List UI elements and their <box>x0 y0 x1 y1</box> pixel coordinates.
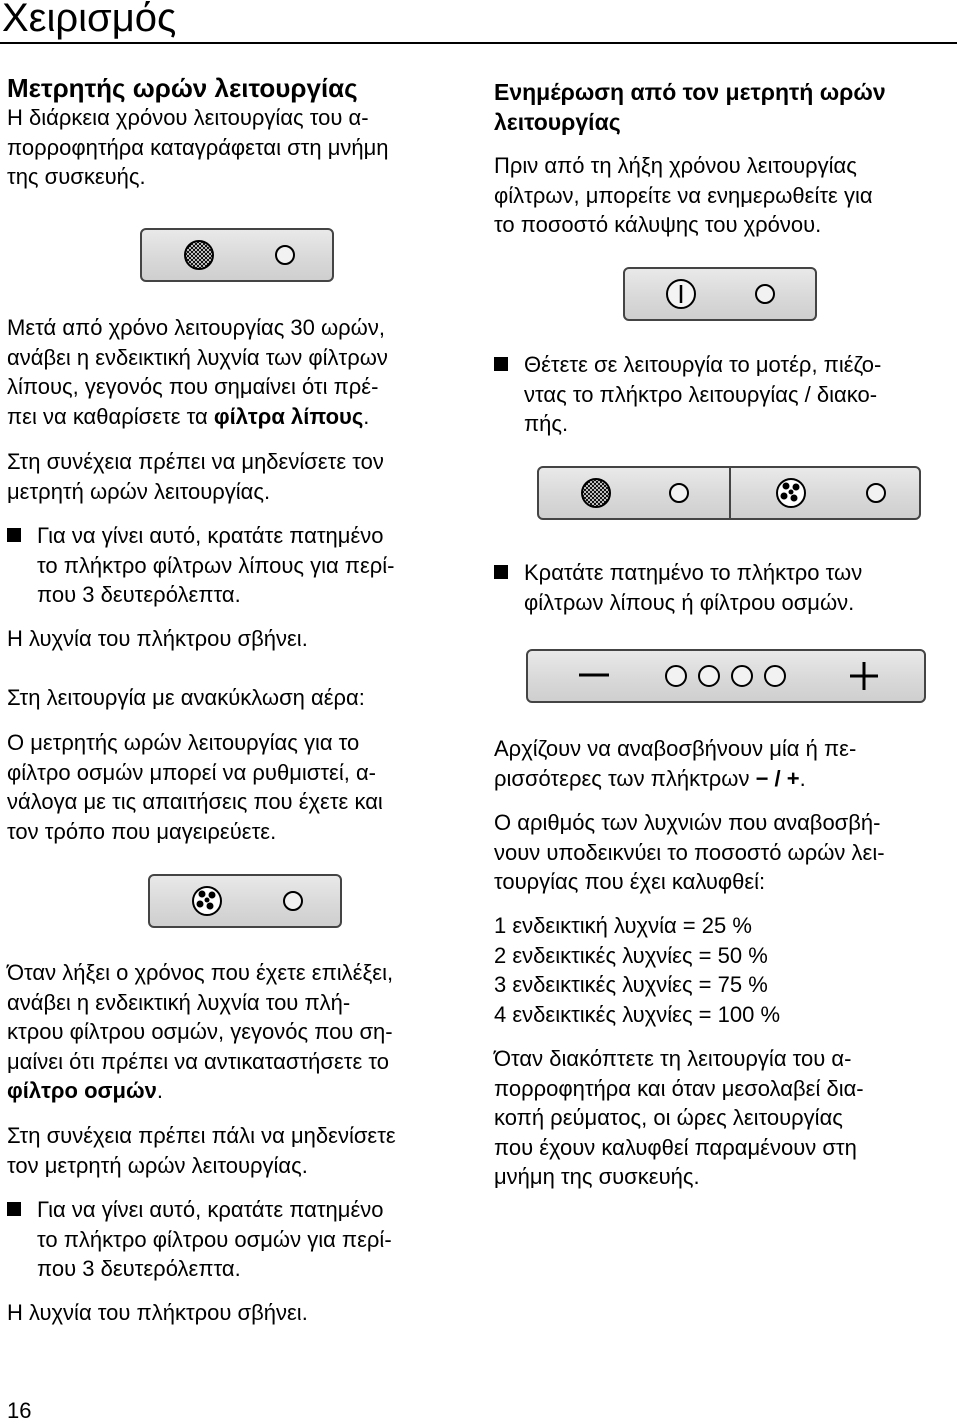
right-intro-line2: φίλτρων, μπορείτε να ενημερωθείτε για <box>494 182 873 208</box>
bullet-square-icon <box>7 1202 21 1216</box>
left-p1-line3: λίπους, γεγονός που σημαίνει ότι πρέ- <box>7 374 379 399</box>
indicator-lamp-icon <box>666 666 686 686</box>
left-bullet2-line1: Για να γίνει αυτό, κρατάτε πατημένο <box>37 1197 384 1222</box>
left-p6-line2: ανάβει η ενδεικτική λυχνία του πλή- <box>7 989 351 1015</box>
left-p5-line1: Ο μετρητής ωρών λειτουργίας για το <box>7 730 360 755</box>
left-bullet2-line2: το πλήκτρο φίλτρου οσμών για περί- <box>37 1226 392 1252</box>
indicator-lamp-icon <box>699 666 719 686</box>
page-title: Χειρισμός <box>2 0 177 40</box>
right-p1-line2: ρισσότερες των πλήκτρων − / +. <box>494 765 806 791</box>
right-intro-line3: το ποσοστό κάλυψης του χρόνου. <box>494 212 822 237</box>
level-75: 3 ενδεικτικές λυχνίες = 75 % <box>494 972 768 997</box>
control-panel-grease-filter <box>140 228 334 282</box>
indicator-lamp-icon <box>276 246 294 264</box>
power-icon[interactable] <box>667 280 695 308</box>
right-p3-line1: Όταν διακόπτετε τη λειτουργία του α- <box>494 1046 852 1071</box>
right-paragraph-3 <box>494 1044 954 1192</box>
left-bullet-2 <box>7 1195 467 1284</box>
left-paragraph-7 <box>7 1121 467 1180</box>
right-p3-line3: κοπή ρεύματος, οι ώρες λειτουργίας <box>494 1105 843 1130</box>
left-intro-3: της συσκευής. <box>7 164 146 189</box>
right-bullet-1 <box>494 350 954 439</box>
right-paragraph-1 <box>494 734 954 793</box>
indicator-lamp-icon <box>732 666 752 686</box>
left-p6-line1: Όταν λήξει ο χρόνος που έχετε επιλέξει, <box>7 960 394 985</box>
right-bullet2-line1: Κρατάτε πατημένο το πλήκτρο των <box>524 560 863 585</box>
left-heading: Μετρητής ωρών λειτουργίας <box>7 73 358 103</box>
left-lamp-off-2: Η λυχνία του πλήκτρου σβήνει. <box>7 1300 308 1325</box>
left-p7-line2: τον μετρητή ωρών λειτουργίας. <box>7 1152 308 1178</box>
right-section-info <box>494 77 954 137</box>
left-p1-line1: Μετά από χρόνο λειτουργίας 30 ωρών, <box>7 315 385 340</box>
bullet-square-icon <box>7 528 21 542</box>
right-p3-line5: μνήμη της συσκευής. <box>494 1164 700 1189</box>
left-p2-line1: Στη συνέχεια πρέπει να μηδενίσετε τον <box>7 449 384 474</box>
left-section-hours-counter <box>7 73 467 192</box>
right-bullet1-line2: ντας το πλήκτρο λειτουργίας / διακο- <box>524 381 878 407</box>
grease-filter-icon[interactable] <box>582 479 610 507</box>
control-panel-odour-filter <box>148 874 342 928</box>
right-p3-line2: πορροφητήρα και όταν μεσολαβεί δια- <box>494 1075 864 1101</box>
page-number: 16 <box>7 1398 32 1423</box>
right-intro-line1: Πριν από τη λήξη χρόνου λειτουργίας <box>494 153 857 178</box>
right-bullet1-line3: πής. <box>524 411 569 436</box>
title-rule <box>0 42 957 44</box>
plus-icon[interactable] <box>850 662 878 690</box>
left-p7-line1: Στη συνέχεια πρέπει πάλι να μηδενίσετε <box>7 1123 396 1148</box>
odour-filter-bold: φίλτρο οσμών <box>7 1078 157 1103</box>
left-recirculation-label: Στη λειτουργία με ανακύκλωση αέρα: <box>7 685 365 710</box>
left-bullet2-line3: που 3 δευτερόλεπτα. <box>37 1256 241 1281</box>
level-50: 2 ενδεικτικές λυχνίες = 50 % <box>494 942 768 968</box>
left-p6-line5: φίλτρο οσμών. <box>7 1078 163 1103</box>
right-bullet2-line2: φίλτρων λίπους ή φίλτρου οσμών. <box>524 589 855 615</box>
left-p6-line3: κτρου φίλτρου οσμών, γεγονός που ση- <box>7 1019 393 1044</box>
control-panel-minus-plus <box>526 649 926 703</box>
left-bullet-1 <box>7 521 467 610</box>
left-bullet1-line1: Για να γίνει αυτό, κρατάτε πατημένο <box>37 523 384 548</box>
grease-filters-bold: φίλτρα λίπους <box>213 403 364 429</box>
odour-filter-icon[interactable] <box>777 479 805 507</box>
left-p2-line2: μετρητή ωρών λειτουργίας. <box>7 478 271 504</box>
right-p2-line3: τουργίας που έχει καλυφθεί: <box>494 869 766 894</box>
left-p1-line4: πει να καθαρίσετε τα φίλτρα λίπους. <box>7 403 370 429</box>
left-p1-line2: ανάβει η ενδεικτική λυχνία των φίλτρων <box>7 344 388 370</box>
grease-filter-icon[interactable] <box>185 241 213 269</box>
lamp-percentage-list <box>494 911 954 1029</box>
right-p2-line1: Ο αριθμός των λυχνιών που αναβοσβή- <box>494 810 881 835</box>
left-intro-1: Η διάρκεια χρόνου λειτουργίας του α- <box>7 105 369 130</box>
right-p3-line4: που έχουν καλυφθεί παραμένουν στη <box>494 1134 857 1160</box>
left-bullet1-line2: το πλήκτρο φίλτρων λίπους για περί- <box>37 552 395 578</box>
indicator-lamp-icon <box>670 484 688 502</box>
indicator-lamp-icon <box>756 285 774 303</box>
right-intro <box>494 151 954 240</box>
bullet-square-icon <box>494 565 508 579</box>
left-p5-line3: νάλογα με τις απαιτήσεις που έχετε και <box>7 789 383 814</box>
left-intro-2: πορροφητήρα καταγράφεται στη μνήμη <box>7 134 389 160</box>
control-panel-power <box>623 267 817 321</box>
left-p5-line2: φίλτρο οσμών μπορεί να ρυθμιστεί, α- <box>7 759 376 785</box>
odour-filter-icon[interactable] <box>193 887 221 915</box>
right-p1-line1: Αρχίζουν να αναβοσβήνουν μία ή πε- <box>494 736 857 761</box>
left-paragraph-5 <box>7 728 467 846</box>
left-lamp-off-1: Η λυχνία του πλήκτρου σβήνει. <box>7 626 308 651</box>
indicator-lamp-icon <box>867 484 885 502</box>
indicator-lamp-icon <box>284 892 302 910</box>
left-paragraph-2 <box>7 447 467 506</box>
right-bullet1-line1: Θέτετε σε λειτουργία το μοτέρ, πιέζο- <box>524 352 882 377</box>
indicator-lamp-icon <box>765 666 785 686</box>
right-bullet-2 <box>494 558 954 617</box>
left-paragraph-6 <box>7 958 467 1106</box>
left-p6-line4: μαίνει ότι πρέπει να αντικαταστήσετε το <box>7 1048 389 1074</box>
left-p5-line4: τον τρόπο που μαγειρεύετε. <box>7 818 277 844</box>
right-heading-line2: λειτουργίας <box>494 109 621 135</box>
left-paragraph-1 <box>7 313 467 431</box>
control-panel-filters <box>537 466 921 520</box>
right-heading-line1: Ενημέρωση από τον μετρητή ωρών <box>494 79 886 105</box>
minus-plus-bold: − / + <box>755 765 800 791</box>
level-25: 1 ενδεικτική λυχνία = 25 % <box>494 913 752 938</box>
bullet-square-icon <box>494 357 508 371</box>
left-bullet1-line3: που 3 δευτερόλεπτα. <box>37 582 241 607</box>
level-100: 4 ενδεικτικές λυχνίες = 100 % <box>494 1001 780 1027</box>
right-p2-line2: νουν υποδεικνύει το ποσοστό ωρών λει- <box>494 839 885 865</box>
right-paragraph-2 <box>494 808 954 897</box>
